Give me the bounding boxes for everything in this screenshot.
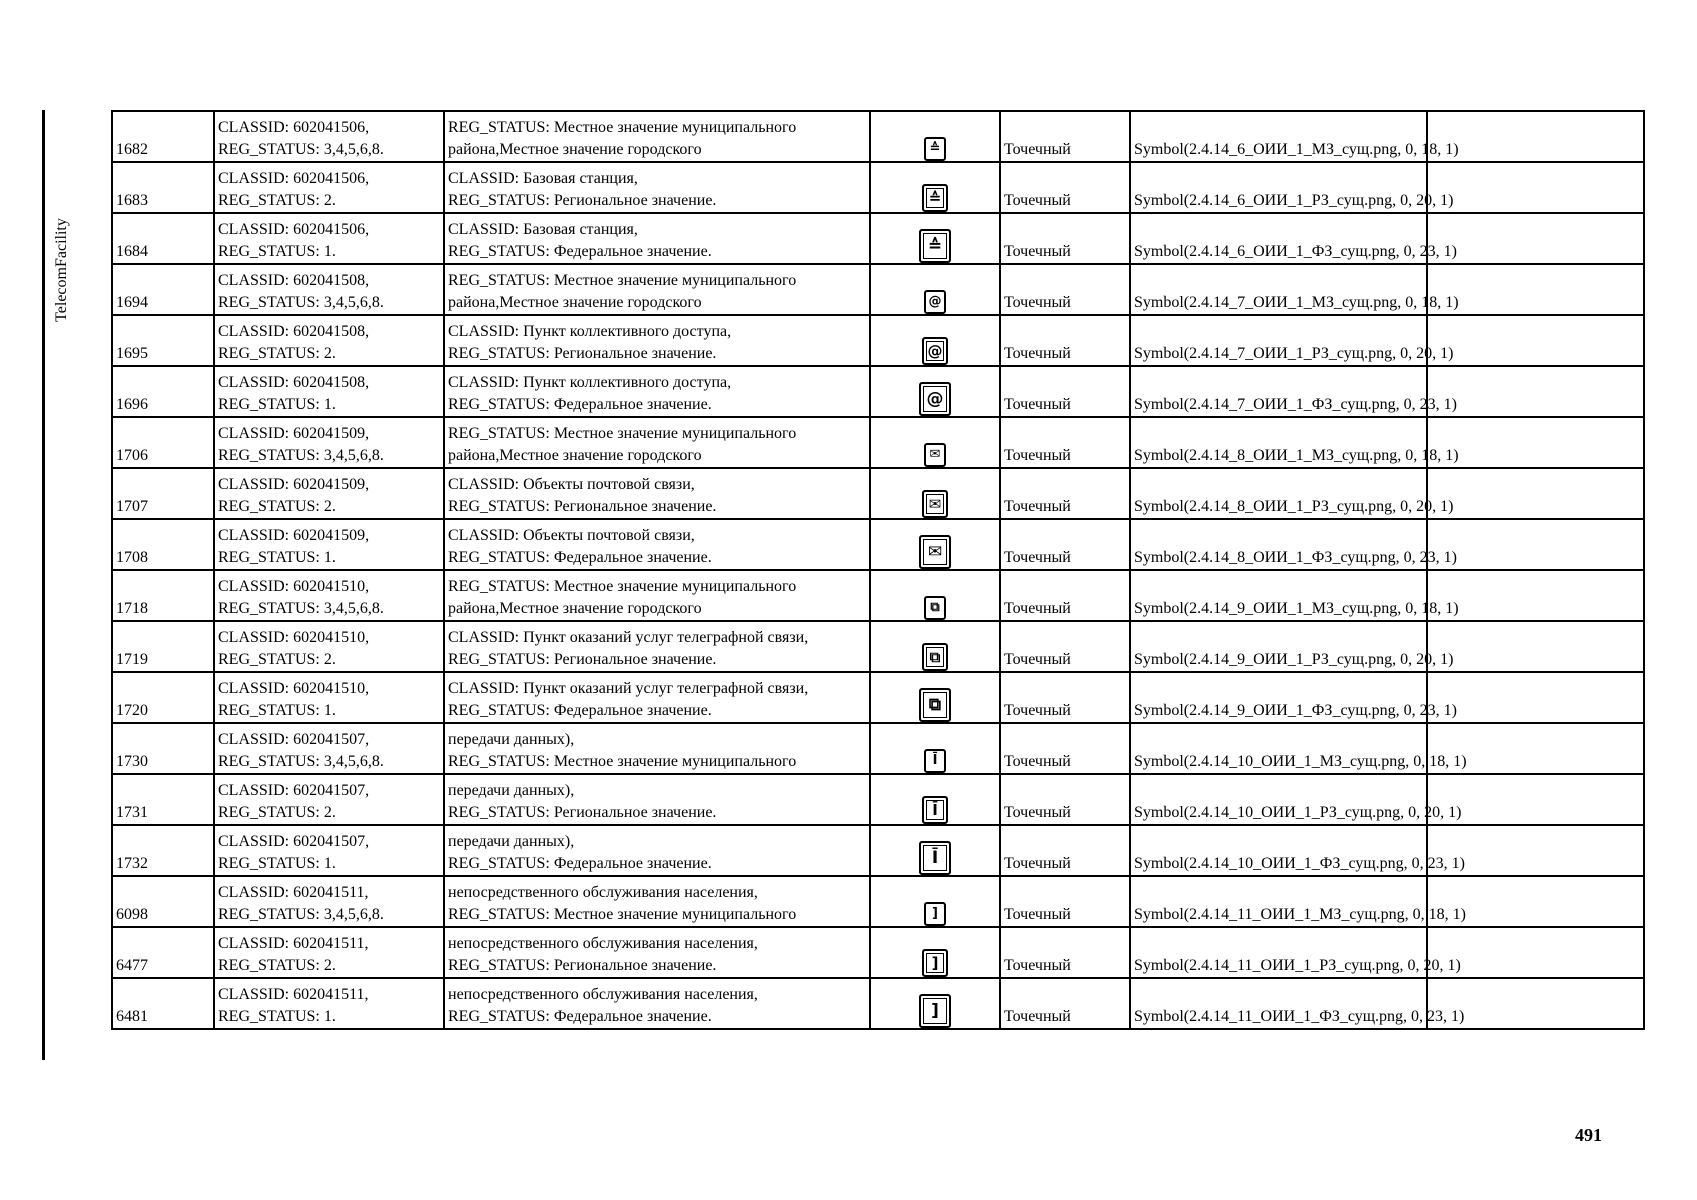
status-text: REG_STATUS: 3,4,5,6,8. (218, 600, 384, 617)
row-symbol-image (870, 723, 1000, 774)
row-geometry: Точечный (1000, 315, 1130, 366)
classid-text: CLASSID: 602041510, (218, 578, 370, 595)
table-row (112, 213, 1644, 264)
description-line-1: REG_STATUS: Местное значение муниципального (448, 119, 797, 136)
classid-text: CLASSID: 602041506, (218, 119, 370, 136)
description-line-2: REG_STATUS: Региональное значение. (448, 498, 717, 515)
table-row (112, 315, 1644, 366)
row-classid (214, 876, 444, 927)
row-classid (214, 213, 444, 264)
row-description (444, 570, 870, 621)
table-row (112, 468, 1644, 519)
status-text: REG_STATUS: 2. (218, 804, 336, 821)
row-classid (214, 621, 444, 672)
row-symbol-image (870, 570, 1000, 621)
row-id: 1684 (112, 213, 214, 264)
at-sign-icon: @ (924, 290, 946, 314)
row-id: 1682 (112, 111, 214, 162)
row-geometry: Точечный (1000, 876, 1130, 927)
description-line-1: CLASSID: Пункт оказаний услуг телеграфной связи, (448, 629, 809, 646)
envelope-icon: ✉ (919, 535, 951, 569)
row-description (444, 825, 870, 876)
row-symbol-def: Symbol(2.4.14_8_ОИИ_1_МЗ_сущ.png, 0, 18, 1) (1130, 417, 1427, 468)
telegraph-icon: ⧉ (922, 643, 948, 671)
row-id: 1732 (112, 825, 214, 876)
status-text: REG_STATUS: 3,4,5,6,8. (218, 753, 384, 770)
description-line-2: REG_STATUS: Федеральное значение. (448, 396, 712, 413)
description-line-1: REG_STATUS: Местное значение муниципального (448, 578, 797, 595)
status-text: REG_STATUS: 3,4,5,6,8. (218, 294, 384, 311)
antenna-icon: ≙ (924, 137, 946, 161)
row-symbol-def: Symbol(2.4.14_11_ОИИ_1_РЗ_сущ.png, 0, 20, 1) (1130, 927, 1427, 978)
row-geometry: Точечный (1000, 111, 1130, 162)
row-geometry: Точечный (1000, 978, 1130, 1029)
row-symbol-image (870, 672, 1000, 723)
description-line-1: непосредственного обслуживания населения, (448, 935, 758, 952)
row-description (444, 213, 870, 264)
row-id: 1720 (112, 672, 214, 723)
envelope-icon: ✉ (924, 443, 946, 467)
description-line-1: REG_STATUS: Местное значение муниципального (448, 272, 797, 289)
status-text: REG_STATUS: 3,4,5,6,8. (218, 906, 384, 923)
row-symbol-def: Symbol(2.4.14_11_ОИИ_1_ФЗ_сущ.png, 0, 23, 1) (1130, 978, 1427, 1029)
row-symbol-def: Symbol(2.4.14_8_ОИИ_1_ФЗ_сущ.png, 0, 23, 1) (1130, 519, 1427, 570)
row-geometry: Точечный (1000, 366, 1130, 417)
row-description (444, 672, 870, 723)
status-text: REG_STATUS: 3,4,5,6,8. (218, 141, 384, 158)
row-classid (214, 417, 444, 468)
row-description (444, 519, 870, 570)
classid-text: CLASSID: 602041507, (218, 833, 370, 850)
side-rule (42, 110, 45, 1060)
row-geometry: Точечный (1000, 927, 1130, 978)
row-empty-cell (1427, 570, 1644, 621)
row-symbol-image (870, 315, 1000, 366)
row-symbol-image (870, 213, 1000, 264)
table-row (112, 621, 1644, 672)
row-description (444, 417, 870, 468)
classid-text: CLASSID: 602041509, (218, 476, 370, 493)
table-row (112, 876, 1644, 927)
description-line-2: REG_STATUS: Региональное значение. (448, 345, 717, 362)
description-line-2: REG_STATUS: Региональное значение. (448, 192, 717, 209)
row-symbol-image (870, 468, 1000, 519)
row-classid (214, 825, 444, 876)
row-classid (214, 315, 444, 366)
description-line-2: REG_STATUS: Федеральное значение. (448, 243, 712, 260)
status-text: REG_STATUS: 2. (218, 957, 336, 974)
envelope-icon: ✉ (922, 490, 948, 518)
row-description (444, 264, 870, 315)
classid-text: CLASSID: 602041508, (218, 374, 370, 391)
row-symbol-image (870, 366, 1000, 417)
description-line-1: CLASSID: Пункт коллективного доступа, (448, 374, 732, 391)
row-empty-cell (1427, 111, 1644, 162)
row-symbol-def: Symbol(2.4.14_6_ОИИ_1_РЗ_сущ.png, 0, 20, 1) (1130, 162, 1427, 213)
row-description (444, 111, 870, 162)
classid-text: CLASSID: 602041511, (218, 884, 369, 901)
row-id: 6098 (112, 876, 214, 927)
at-sign-icon: @ (919, 382, 951, 416)
status-text: REG_STATUS: 1. (218, 702, 336, 719)
row-geometry: Точечный (1000, 468, 1130, 519)
row-symbol-image (870, 162, 1000, 213)
classid-text: CLASSID: 602041507, (218, 782, 370, 799)
row-empty-cell (1427, 366, 1644, 417)
description-line-2: района,Местное значение городского (448, 294, 702, 311)
status-text: REG_STATUS: 2. (218, 498, 336, 515)
table-row (112, 417, 1644, 468)
table-row (112, 774, 1644, 825)
table-row (112, 978, 1644, 1029)
classid-text: CLASSID: 602041507, (218, 731, 370, 748)
row-description (444, 315, 870, 366)
row-geometry: Точечный (1000, 570, 1130, 621)
row-symbol-def: Symbol(2.4.14_9_ОИИ_1_ФЗ_сущ.png, 0, 23, 1) (1130, 672, 1427, 723)
row-classid (214, 111, 444, 162)
row-symbol-image (870, 825, 1000, 876)
row-symbol-def: Symbol(2.4.14_11_ОИИ_1_МЗ_сущ.png, 0, 18, 1) (1130, 876, 1427, 927)
row-id: 6481 (112, 978, 214, 1029)
row-description (444, 468, 870, 519)
description-line-1: REG_STATUS: Местное значение муниципального (448, 425, 797, 442)
row-symbol-def: Symbol(2.4.14_10_ОИИ_1_РЗ_сущ.png, 0, 20, 1) (1130, 774, 1427, 825)
classid-text: CLASSID: 602041508, (218, 323, 370, 340)
description-line-1: CLASSID: Базовая станция, (448, 170, 638, 187)
classid-text: CLASSID: 602041511, (218, 986, 369, 1003)
classid-text: CLASSID: 602041510, (218, 680, 370, 697)
status-text: REG_STATUS: 3,4,5,6,8. (218, 447, 384, 464)
description-line-2: REG_STATUS: Федеральное значение. (448, 702, 712, 719)
table-row (112, 723, 1644, 774)
row-symbol-image (870, 978, 1000, 1029)
status-text: REG_STATUS: 1. (218, 855, 336, 872)
row-classid (214, 978, 444, 1029)
classid-text: CLASSID: 602041509, (218, 425, 370, 442)
row-id: 1730 (112, 723, 214, 774)
row-id: 1731 (112, 774, 214, 825)
row-classid (214, 927, 444, 978)
description-line-2: района,Местное значение городского (448, 600, 702, 617)
row-description (444, 162, 870, 213)
row-symbol-def: Symbol(2.4.14_9_ОИИ_1_МЗ_сущ.png, 0, 18, 1) (1130, 570, 1427, 621)
row-id: 1718 (112, 570, 214, 621)
row-id: 1708 (112, 519, 214, 570)
table-row (112, 570, 1644, 621)
description-line-2: района,Местное значение городского (448, 447, 702, 464)
status-text: REG_STATUS: 1. (218, 396, 336, 413)
row-empty-cell (1427, 162, 1644, 213)
row-geometry: Точечный (1000, 162, 1130, 213)
row-geometry: Точечный (1000, 825, 1130, 876)
bracket-icon: ] (924, 902, 946, 926)
tower-icon: Ī (922, 796, 948, 824)
row-symbol-def: Symbol(2.4.14_10_ОИИ_1_ФЗ_сущ.png, 0, 23, 1) (1130, 825, 1427, 876)
description-line-1: CLASSID: Объекты почтовой связи, (448, 476, 695, 493)
row-symbol-def: Symbol(2.4.14_6_ОИИ_1_МЗ_сущ.png, 0, 18, 1) (1130, 111, 1427, 162)
row-empty-cell (1427, 417, 1644, 468)
classid-text: CLASSID: 602041510, (218, 629, 370, 646)
row-description (444, 876, 870, 927)
row-geometry: Точечный (1000, 723, 1130, 774)
classid-text: CLASSID: 602041508, (218, 272, 370, 289)
description-line-2: REG_STATUS: Федеральное значение. (448, 855, 712, 872)
row-description (444, 927, 870, 978)
row-classid (214, 366, 444, 417)
row-symbol-def: Symbol(2.4.14_9_ОИИ_1_РЗ_сущ.png, 0, 20, 1) (1130, 621, 1427, 672)
row-empty-cell (1427, 672, 1644, 723)
classid-text: CLASSID: 602041509, (218, 527, 370, 544)
description-line-1: CLASSID: Объекты почтовой связи, (448, 527, 695, 544)
description-line-2: района,Местное значение городского (448, 141, 702, 158)
row-description (444, 774, 870, 825)
telegraph-icon: ⧉ (919, 688, 951, 722)
row-symbol-image (870, 417, 1000, 468)
table-row (112, 162, 1644, 213)
row-symbol-def: Symbol(2.4.14_7_ОИИ_1_ФЗ_сущ.png, 0, 23, 1) (1130, 366, 1427, 417)
row-geometry: Точечный (1000, 213, 1130, 264)
row-classid (214, 162, 444, 213)
classid-text: CLASSID: 602041506, (218, 221, 370, 238)
symbol-table (111, 110, 1645, 1030)
tower-icon: Ī (919, 841, 951, 875)
row-symbol-def: Symbol(2.4.14_8_ОИИ_1_РЗ_сущ.png, 0, 20, 1) (1130, 468, 1427, 519)
description-line-1: передачи данных), (448, 833, 575, 850)
table-row (112, 927, 1644, 978)
row-id: 1696 (112, 366, 214, 417)
row-description (444, 621, 870, 672)
table-row (112, 366, 1644, 417)
row-empty-cell (1427, 315, 1644, 366)
antenna-icon: ≙ (922, 184, 948, 212)
row-id: 1706 (112, 417, 214, 468)
row-geometry: Точечный (1000, 774, 1130, 825)
description-line-1: передачи данных), (448, 782, 575, 799)
row-id: 1707 (112, 468, 214, 519)
row-id: 1695 (112, 315, 214, 366)
row-description (444, 978, 870, 1029)
table-row (112, 825, 1644, 876)
row-empty-cell (1427, 468, 1644, 519)
row-symbol-def: Symbol(2.4.14_10_ОИИ_1_МЗ_сущ.png, 0, 18, 1) (1130, 723, 1427, 774)
row-symbol-image (870, 264, 1000, 315)
status-text: REG_STATUS: 1. (218, 549, 336, 566)
row-geometry: Точечный (1000, 519, 1130, 570)
description-line-1: непосредственного обслуживания населения, (448, 986, 758, 1003)
status-text: REG_STATUS: 2. (218, 192, 336, 209)
table-body (112, 111, 1644, 1029)
row-geometry: Точечный (1000, 672, 1130, 723)
page-number: 491 (1575, 1125, 1602, 1145)
row-classid (214, 723, 444, 774)
table-row (112, 111, 1644, 162)
table-row (112, 519, 1644, 570)
row-empty-cell (1427, 264, 1644, 315)
row-id: 1683 (112, 162, 214, 213)
status-text: REG_STATUS: 2. (218, 345, 336, 362)
description-line-2: REG_STATUS: Местное значение муниципального (448, 753, 797, 770)
table-row (112, 264, 1644, 315)
description-line-2: REG_STATUS: Местное значение муниципального (448, 906, 797, 923)
row-symbol-def: Symbol(2.4.14_7_ОИИ_1_РЗ_сущ.png, 0, 20, 1) (1130, 315, 1427, 366)
status-text: REG_STATUS: 2. (218, 651, 336, 668)
row-empty-cell (1427, 621, 1644, 672)
row-id: 1694 (112, 264, 214, 315)
antenna-icon: ≙ (919, 229, 951, 263)
description-line-2: REG_STATUS: Региональное значение. (448, 651, 717, 668)
row-classid (214, 264, 444, 315)
row-classid (214, 672, 444, 723)
bracket-icon: ] (919, 994, 951, 1028)
description-line-1: непосредственного обслуживания населения, (448, 884, 758, 901)
at-sign-icon: @ (922, 337, 948, 365)
row-symbol-image (870, 519, 1000, 570)
row-geometry: Точечный (1000, 264, 1130, 315)
description-line-2: REG_STATUS: Региональное значение. (448, 957, 717, 974)
description-line-1: CLASSID: Базовая станция, (448, 221, 638, 238)
row-id: 6477 (112, 927, 214, 978)
description-line-2: REG_STATUS: Федеральное значение. (448, 1008, 712, 1025)
row-symbol-image (870, 621, 1000, 672)
tower-icon: Ī (924, 749, 946, 773)
row-symbol-image (870, 111, 1000, 162)
description-line-1: CLASSID: Пункт коллективного доступа, (448, 323, 732, 340)
row-description (444, 723, 870, 774)
telegraph-icon: ⧉ (924, 596, 946, 620)
row-geometry: Точечный (1000, 417, 1130, 468)
table-row (112, 672, 1644, 723)
bracket-icon: ] (922, 949, 948, 977)
row-id: 1719 (112, 621, 214, 672)
row-classid (214, 468, 444, 519)
row-symbol-def: Symbol(2.4.14_7_ОИИ_1_МЗ_сущ.png, 0, 18, 1) (1130, 264, 1427, 315)
description-line-2: REG_STATUS: Региональное значение. (448, 804, 717, 821)
classid-text: CLASSID: 602041511, (218, 935, 369, 952)
status-text: REG_STATUS: 1. (218, 1008, 336, 1025)
row-empty-cell (1427, 213, 1644, 264)
description-line-1: передачи данных), (448, 731, 575, 748)
row-empty-cell (1427, 519, 1644, 570)
description-line-2: REG_STATUS: Федеральное значение. (448, 549, 712, 566)
row-classid (214, 774, 444, 825)
row-classid (214, 570, 444, 621)
side-label: TelecomFacility (53, 218, 70, 322)
row-symbol-image (870, 774, 1000, 825)
classid-text: CLASSID: 602041506, (218, 170, 370, 187)
row-symbol-image (870, 927, 1000, 978)
row-symbol-def: Symbol(2.4.14_6_ОИИ_1_ФЗ_сущ.png, 0, 23, 1) (1130, 213, 1427, 264)
row-classid (214, 519, 444, 570)
description-line-1: CLASSID: Пункт оказаний услуг телеграфной связи, (448, 680, 809, 697)
status-text: REG_STATUS: 1. (218, 243, 336, 260)
row-symbol-image (870, 876, 1000, 927)
row-description (444, 366, 870, 417)
row-geometry: Точечный (1000, 621, 1130, 672)
